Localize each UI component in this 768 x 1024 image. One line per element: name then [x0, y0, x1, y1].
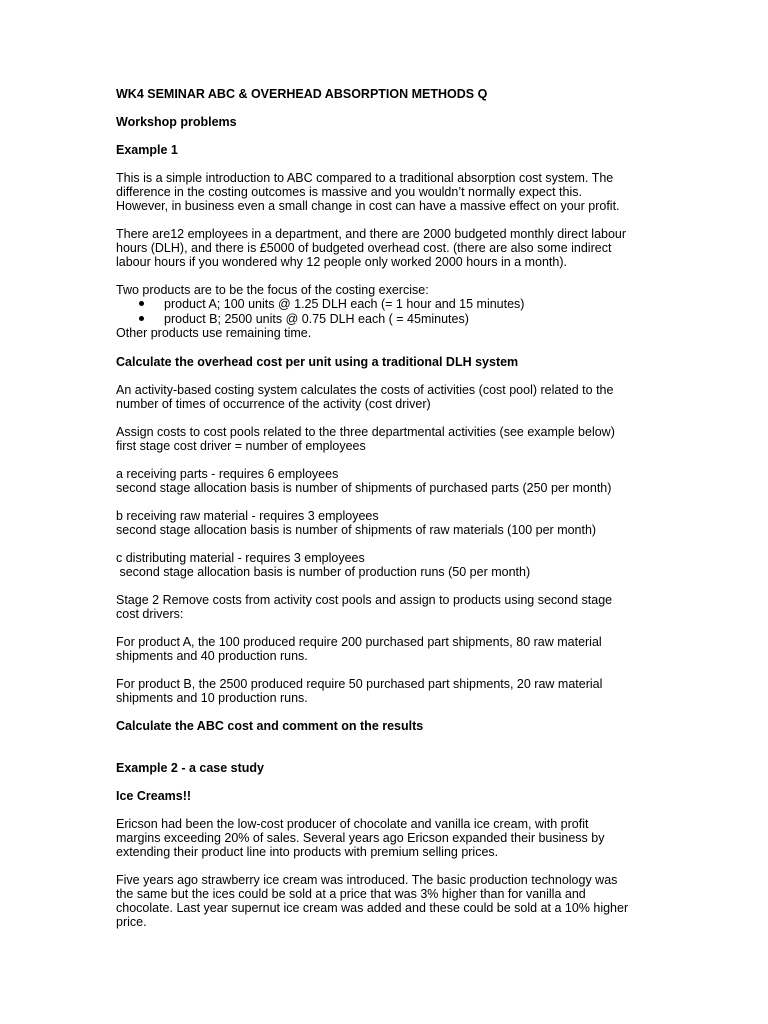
assign-line: Assign costs to cost pools related to the three departmental activities (see example below) — [116, 425, 615, 439]
calc-dlh-heading: Calculate the overhead cost per unit using a traditional DLH system — [116, 355, 519, 369]
ericson-line: Ericson had been the low-cost producer of chocolate and vanilla ice cream, with profit — [116, 817, 589, 831]
product-b-line: For product B, the 2500 produced require 50 purchased part shipments, 20 raw material — [116, 677, 603, 691]
employees-line: There are12 employees in a department, and there are 2000 budgeted monthly direct labour — [116, 227, 627, 241]
intro-line: However, in business even a small change in cost can have a massive effect on your profit. — [116, 199, 620, 213]
document-title: WK4 SEMINAR ABC & OVERHEAD ABSORPTION METHODS Q — [116, 87, 488, 101]
activity-c-line: c distributing material - requires 3 employees — [116, 551, 365, 565]
assign-line: first stage cost driver = number of employees — [116, 439, 366, 453]
employees-line: hours (DLH), and there is £5000 of budgeted overhead cost. (there are also some indirect — [116, 241, 612, 255]
stage2-line: Stage 2 Remove costs from activity cost pools and assign to products using second stage — [116, 593, 613, 607]
bullet-icon — [139, 316, 144, 321]
activity-a-line: second stage allocation basis is number of shipments of purchased parts (250 per month) — [116, 481, 612, 495]
stage2-line: cost drivers: — [116, 607, 184, 621]
abc-definition-line: An activity-based costing system calculates the costs of activities (cost pool) related to the — [116, 383, 614, 397]
ericson-line: extending their product line into products with premium selling prices. — [116, 845, 499, 859]
bullet-icon — [139, 301, 144, 306]
employees-line: labour hours if you wondered why 12 people only worked 2000 hours in a month). — [116, 255, 567, 269]
product-b-line: shipments and 10 production runs. — [116, 691, 308, 705]
product-a-line: shipments and 40 production runs. — [116, 649, 308, 663]
bullet-item: product B; 2500 units @ 0.75 DLH each ( = 45minutes) — [164, 312, 469, 326]
bullet-item: product A; 100 units @ 1.25 DLH each (= 1 hour and 15 minutes) — [164, 297, 525, 311]
example2-heading: Example 2 - a case study — [116, 761, 264, 775]
activity-b-line: second stage allocation basis is number of shipments of raw materials (100 per month) — [116, 523, 597, 537]
other-products: Other products use remaining time. — [116, 326, 312, 340]
workshop-heading: Workshop problems — [116, 115, 237, 129]
intro-line: This is a simple introduction to ABC compared to a traditional absorption cost system. The — [116, 171, 614, 185]
abc-definition-line: number of times of occurrence of the activity (cost driver) — [116, 397, 431, 411]
strawberry-line: the same but the ices could be sold at a price that was 3% higher than for vanilla and — [116, 887, 586, 901]
activity-b-line: b receiving raw material - requires 3 employees — [116, 509, 379, 523]
activity-a-line: a receiving parts - requires 6 employees — [116, 467, 339, 481]
activity-c-line: second stage allocation basis is number of production runs (50 per month) — [116, 565, 531, 579]
intro-line: difference in the costing outcomes is massive and you wouldn’t normally expect this. — [116, 185, 582, 199]
strawberry-line: Five years ago strawberry ice cream was introduced. The basic production technology was — [116, 873, 618, 887]
product-a-line: For product A, the 100 produced require 200 purchased part shipments, 80 raw material — [116, 635, 602, 649]
strawberry-line: price. — [116, 915, 147, 929]
ice-creams-heading: Ice Creams!! — [116, 789, 192, 803]
calc-abc-heading: Calculate the ABC cost and comment on the results — [116, 719, 424, 733]
example1-heading: Example 1 — [116, 143, 178, 157]
ericson-line: margins exceeding 20% of sales. Several years ago Ericson expanded their business by — [116, 831, 605, 845]
strawberry-line: chocolate. Last year supernut ice cream was added and these could be sold at a 10% higher — [116, 901, 629, 915]
products-intro: Two products are to be the focus of the costing exercise: — [116, 283, 429, 297]
